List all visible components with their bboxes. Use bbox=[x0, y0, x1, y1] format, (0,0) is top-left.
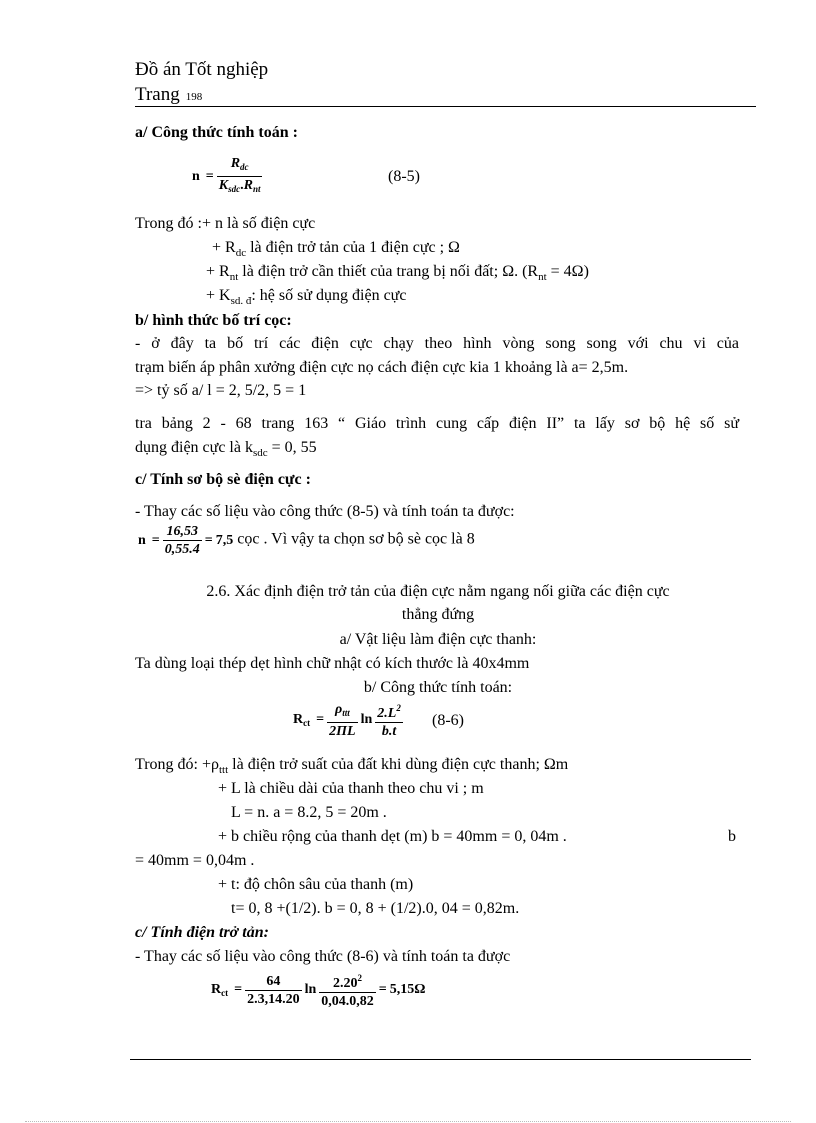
where2-line5: = 40mm = 0,04m . bbox=[135, 852, 255, 869]
header-title: Đồ án Tốt nghiệp bbox=[135, 59, 269, 80]
section-a-title: a/ Công thức tính toán : bbox=[135, 124, 298, 141]
section-2-6-b: b/ Công thức tính toán: bbox=[363, 679, 513, 696]
section-b-para5: dụng điện cực là $k_{sdc} = 0$, 55 bbox=[135, 439, 317, 460]
where1-line1: Trong đó :+ n là số điện cực bbox=[135, 215, 316, 232]
section-b-para2: trạm biến áp phân xưởng điện cực nọ cách điện cực kia 1 khoảng là a= 2,5m. bbox=[135, 359, 629, 376]
section-2-6-heading-2: thẳng đứng bbox=[401, 606, 475, 623]
where2-line3: L = n. a = 8.2, 5 = 20m . bbox=[231, 804, 387, 821]
where2-line7: t= 0, 8 +(1/2). b = 0, 8 + (1/2).0, 04 = 0,82m. bbox=[231, 900, 520, 917]
where1-line4: + $K_{sd. đ}$: hệ số sử dụng điện cực bbox=[206, 287, 407, 308]
where2-line6: + t: độ chôn sâu của thanh (m) bbox=[218, 876, 414, 893]
formula-ref-8-5: (8-5) bbox=[388, 168, 420, 185]
section-2-6-para1: Ta dùng loại thép dẹt hình chữ nhật có kích thước là 40x4mm bbox=[135, 655, 530, 672]
where1-line2: + $R_{dc}$ là điện trở tản của 1 điện cực ; Ω bbox=[212, 239, 460, 260]
where2-line1: Trong đó: $+\rho_{ttt}$ là điện trở suất của đất khi dùng điện cực thanh; Ωm bbox=[135, 756, 569, 777]
page-number: 198 bbox=[185, 91, 203, 103]
where1-line3: + $R_{nt}$ là điện trở cần thiết của trang bị nối đất; Ω. $(R_{nt} = 4\Omega)$ bbox=[206, 263, 589, 284]
page-label: Trang bbox=[135, 84, 180, 105]
formula-rct-result: $R_{ct}$ = $\frac{64}{2.3,14.20}$ ln $\frac{2.20^2}{0,04.0,82}$ = 5,15Ω bbox=[208, 970, 426, 1010]
section-c-title: c/ Tính sơ bộ sè điện cực : bbox=[135, 471, 311, 488]
section-c2-para1: - Thay các số liệu vào công thức (8-6) và tính toán ta được bbox=[135, 948, 511, 965]
header-rule bbox=[135, 106, 756, 107]
section-2-6-heading-1: 2.6. Xác định điện trở tản của điện cực nằm ngang nối giữa các điện cực bbox=[206, 583, 670, 600]
formula-8-5: n = $\frac{R_{dc}}{K_{sdc}.R_{nt}}$ bbox=[192, 156, 261, 194]
section-2-6-a: a/ Vật liệu làm điện cực thanh: bbox=[339, 631, 537, 648]
formula-8-6: $R_{ct}$ = $\frac{\rho_{ttt}}{2\Pi L}$ ln $\frac{2.L^2}{b.t}$ bbox=[293, 701, 401, 739]
where2-line4-right: b bbox=[728, 828, 736, 845]
formula-ref-8-6: (8-6) bbox=[432, 712, 464, 729]
section-b-para3: => tỷ số a/ l = 2, 5/2, 5 = 1 bbox=[135, 382, 307, 399]
where2-line2: + L là chiều dài của thanh theo chu vi ; m bbox=[218, 780, 484, 797]
footer-rule bbox=[130, 1059, 751, 1060]
section-c2-title: c/ Tính điện trở tản: bbox=[135, 924, 269, 941]
formula-n-result: n = $\frac{16,53}{0,55.4}$ = 7,5 cọc . Vì vậy ta chọn sơ bộ sè cọc là 8 bbox=[138, 524, 475, 557]
section-b-para4: tra bảng 2 - 68 trang 163 “ Giáo trình cung cấp điện II” ta lấy sơ bộ hệ số sử bbox=[135, 415, 739, 432]
section-b-para1: - ở đây ta bố trí các điện cực chạy theo hình vòng song song với chu vi của bbox=[135, 335, 739, 352]
where2-line4: + b chiều rộng của thanh dẹt (m) b = 40mm = 0, 04m . bbox=[218, 828, 567, 845]
section-c-para1: - Thay các số liệu vào công thức (8-5) và tính toán ta được: bbox=[135, 503, 515, 520]
page-bottom-edge bbox=[25, 1121, 791, 1122]
header-page bbox=[135, 84, 202, 106]
section-b-title: b/ hình thức bố trí cọc: bbox=[135, 312, 292, 329]
